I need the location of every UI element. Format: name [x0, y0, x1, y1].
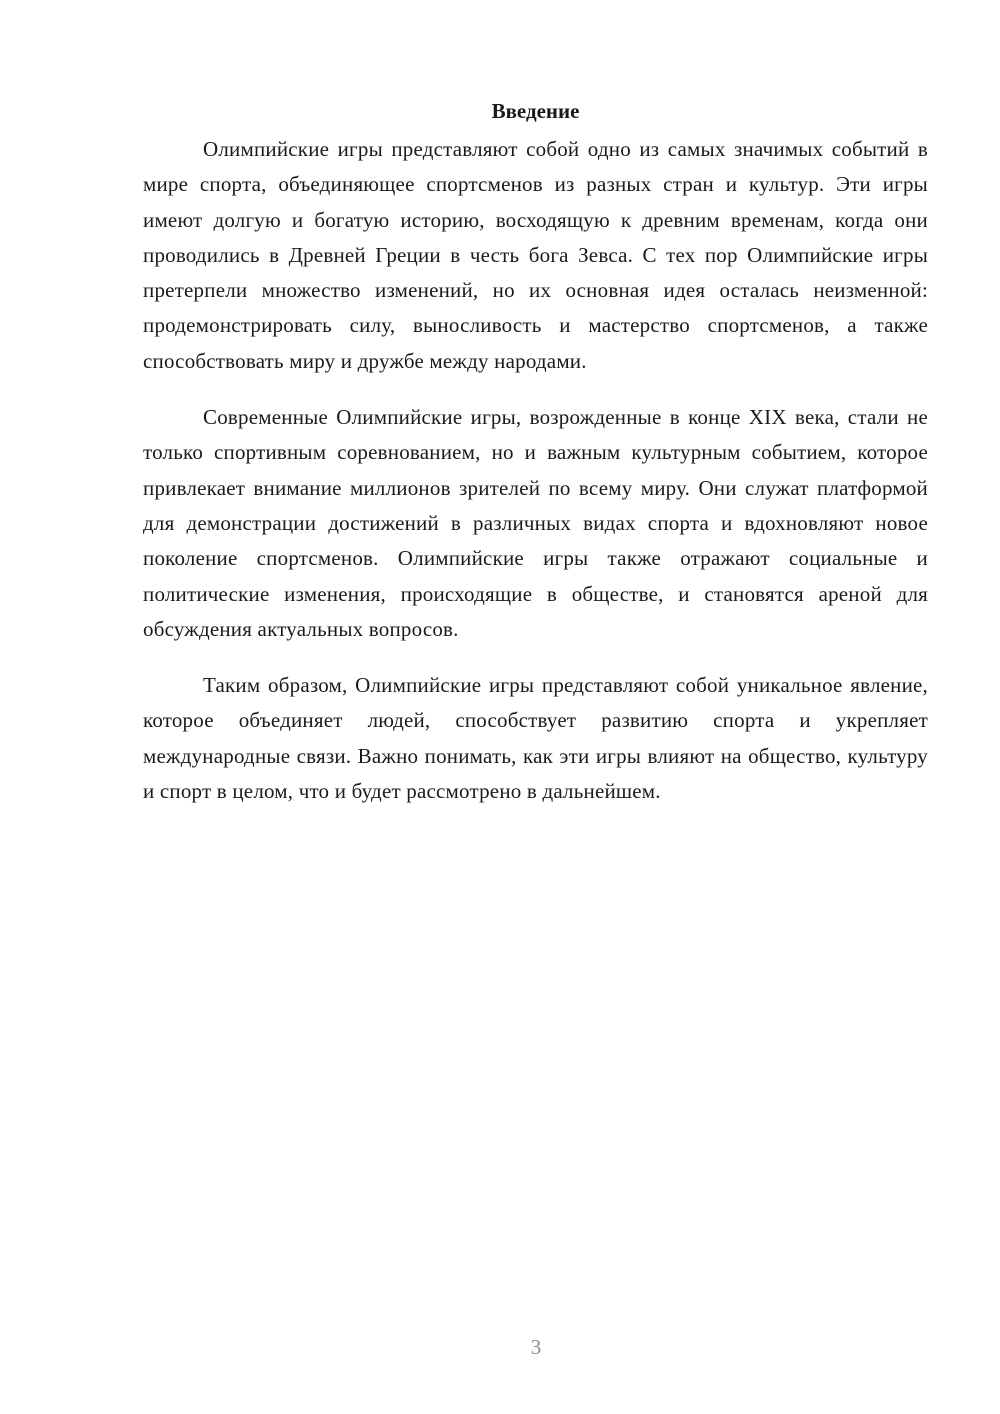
paragraph-2: Современные Олимпийские игры, возрожденные в конце XIX века, стали не только спортивным соревнованием, но и важным культурным событием, которое привлекает внимание миллионов зрителей по всему миру. Они служат платформой для демонстрации достижений в различных видах спорта и вдохновляют новое поколение спортсменов. Олимпийские игры также отражают социальные и политические изменения, происходящие в обществе, и становятся ареной для обсуждения актуальных вопросов.: [143, 405, 928, 641]
paragraph-3: Таким образом, Олимпийские игры представляют собой уникальное явление, которое объединяет людей, способствует развитию спорта и укрепляет международные связи. Важно понимать, как эти игры влияют на общество, культуру и спорт в целом, что и будет рассмотрено в дальнейшем.: [143, 673, 928, 804]
paragraph-1: Олимпийские игры представляют собой одно из самых значимых событий в мире спорта, объединяющее спортсменов из разных стран и культур. Эти игры имеют долгую и богатую историю, восходящую к древним временам, когда они проводились в Древней Греции в честь бога Зевса. С тех пор Олимпийские игры претерпели множество изменений, но их основная идея осталась неизменной: продемонстрировать силу, выносливость и мастерство спортсменов, а также способствовать миру и дружбе между народами.: [143, 137, 928, 373]
section-title: Введение: [491, 99, 580, 123]
page-number: 3: [530, 1335, 542, 1359]
page-content: [143, 96, 928, 809]
